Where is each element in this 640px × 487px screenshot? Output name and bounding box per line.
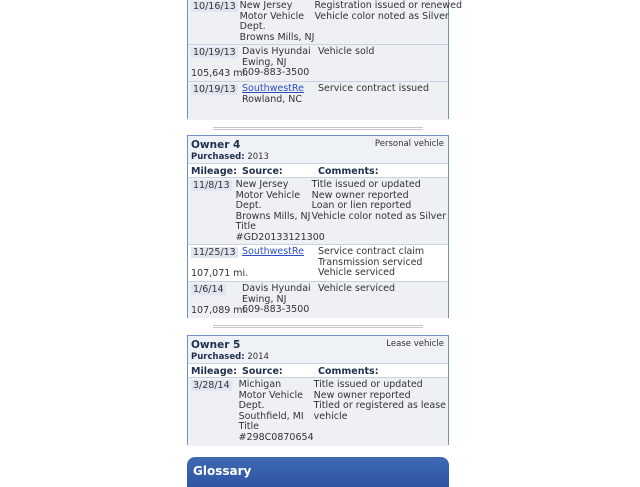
glossary-section-header[interactable] — [187, 457, 449, 487]
record-date: 11/25/13 — [193, 247, 236, 258]
owner-4-card — [187, 135, 449, 318]
source-line: Title — [235, 221, 257, 232]
owner-5-card — [187, 335, 449, 445]
purchased-info — [191, 352, 269, 362]
table-row — [188, 281, 448, 318]
purchased-label: Purchased: — [191, 352, 245, 362]
source-header: Source: — [242, 166, 283, 177]
source-link[interactable]: SouthwestRe — [242, 246, 304, 257]
source-line: Browns Mills, NJ — [239, 31, 315, 43]
table-row — [188, 177, 448, 244]
owner-header — [188, 336, 448, 363]
vehicle-type: Personal vehicle — [374, 139, 444, 149]
table-row — [188, 377, 448, 446]
source-line: Michigan — [238, 379, 282, 390]
comments-header: Comments: — [318, 366, 379, 377]
source-line: Title — [238, 421, 259, 432]
comment-line: vehicle — [313, 410, 348, 422]
table-row — [188, 81, 448, 120]
table-row — [188, 44, 448, 81]
record-date: 1/6/14 — [193, 284, 224, 295]
table-header-row — [188, 163, 448, 177]
source-line: Davis Hyundai — [242, 283, 311, 294]
vehicle-type: Lease vehicle — [386, 339, 444, 349]
owner-title: Owner 4 — [191, 139, 241, 151]
source-line: 609-883-3500 — [242, 304, 310, 315]
glossary-title: Glossary — [193, 464, 252, 478]
mileage-header: Mileage: — [191, 366, 237, 377]
comment-line: New owner reported — [311, 189, 409, 201]
source-link[interactable]: SouthwestRe — [242, 83, 304, 94]
source-header: Source: — [242, 366, 283, 377]
mileage-value: 105,643 mi. — [191, 68, 249, 79]
source-line: Browns Mills, NJ — [235, 210, 311, 222]
table-header-row — [188, 363, 448, 377]
source-line: Motor Vehicle — [238, 389, 304, 401]
source-line: New Jersey — [235, 179, 289, 190]
purchased-info — [191, 152, 269, 162]
source-line: Rowland, NC — [242, 93, 303, 105]
source-line: #298C0870654 — [238, 431, 314, 443]
owner-3-card — [187, 0, 463, 119]
owner-header — [188, 136, 448, 163]
record-date: 10/19/13 — [193, 84, 236, 95]
purchased-year: 2013 — [247, 152, 269, 162]
comment-line: Transmission serviced — [318, 256, 423, 268]
record-date: 3/28/14 — [193, 380, 230, 391]
mileage-value: 107,071 mi. — [191, 268, 249, 279]
source-line: Ewing, NJ — [242, 56, 287, 68]
record-date: 10/19/13 — [193, 47, 236, 58]
source-line: Motor Vehicle — [235, 189, 301, 201]
comment-line: Vehicle color noted as Silver — [311, 210, 446, 222]
comment-line: Service contract issued — [318, 83, 430, 94]
source-line: #GD20133121300 — [235, 231, 325, 243]
source-line: New Jersey — [239, 0, 293, 11]
section-divider — [213, 127, 423, 130]
record-date: 11/8/13 — [193, 180, 230, 191]
source-line: Dept. — [238, 400, 265, 411]
comment-line: Vehicle serviced — [318, 267, 396, 278]
table-row — [188, 244, 448, 281]
source-line: Dept. — [239, 21, 266, 32]
purchased-year: 2014 — [247, 352, 269, 362]
comment-line: Registration issued or renewed — [314, 0, 463, 11]
comment-line: Title issued or updated — [313, 379, 423, 390]
comment-line: Titled or registered as lease — [313, 400, 446, 411]
mileage-value: 107,089 mi. — [191, 305, 249, 316]
comment-line: Loan or lien reported — [311, 200, 412, 211]
source-line: Motor Vehicle — [239, 10, 305, 22]
comment-line: Vehicle sold — [318, 46, 375, 57]
source-line: 609-883-3500 — [242, 67, 310, 78]
comment-line: Title issued or updated — [311, 179, 421, 190]
record-date: 10/16/13 — [193, 1, 236, 12]
purchased-label: Purchased: — [191, 152, 245, 162]
section-divider — [213, 325, 423, 328]
comment-line: Vehicle serviced — [318, 283, 396, 294]
source-line: Southfield, MI — [238, 410, 304, 422]
table-row — [188, 0, 463, 44]
comments-header: Comments: — [318, 166, 379, 177]
source-line: Davis Hyundai — [242, 46, 311, 57]
owner-title: Owner 5 — [191, 339, 241, 351]
comment-line: New owner reported — [313, 389, 411, 401]
source-line: Dept. — [235, 200, 262, 211]
comment-line: Vehicle color noted as Silver — [314, 10, 449, 22]
source-line: Ewing, NJ — [242, 293, 287, 305]
mileage-header: Mileage: — [191, 166, 237, 177]
comment-line: Service contract claim — [318, 246, 425, 257]
